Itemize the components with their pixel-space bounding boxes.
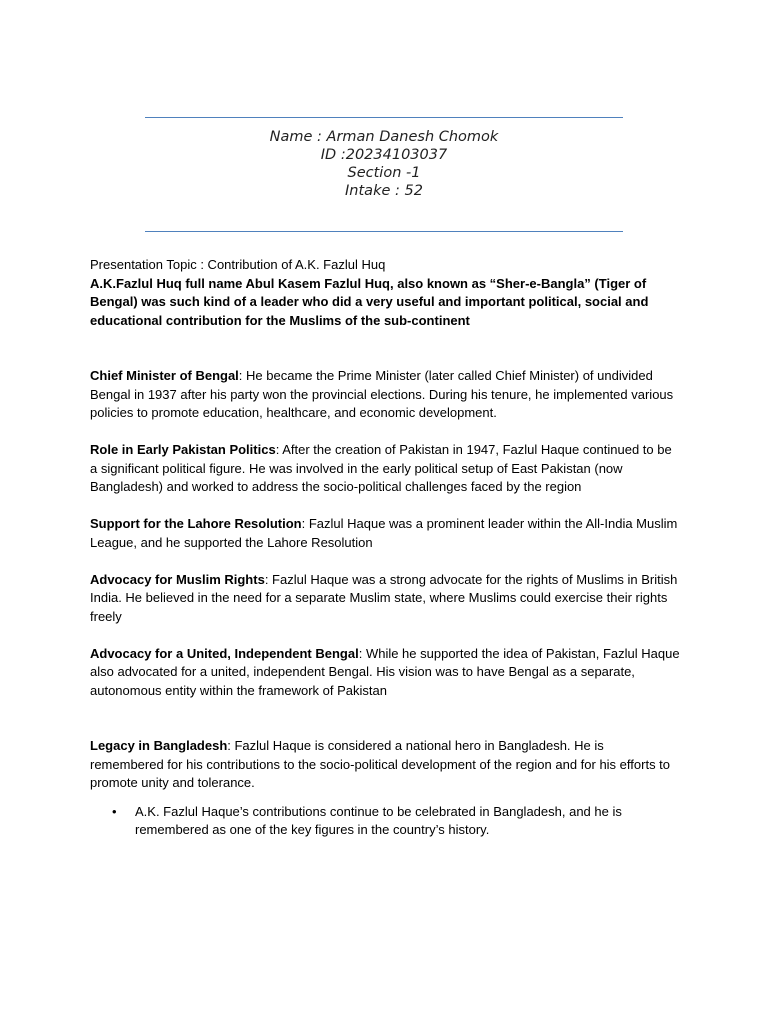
list-item [90,803,680,840]
spacer [90,330,680,367]
section-early-pakistan-politics [90,441,680,497]
section-heading: Chief Minister of Bengal [90,368,239,383]
section-body: : Fazlul Haque was a strong advocate for the rights of Muslims in British India. He believed in the need for a separate Muslim state, where Muslims could exercise their rights freely [90,571,678,624]
section-muslim-rights [90,571,680,627]
section-heading: Advocacy for a United, Independent Bengal [90,645,359,661]
section-legacy-bangladesh [90,737,680,793]
section-heading: Advocacy for Muslim Rights [90,571,265,587]
spacer [90,626,680,645]
document-body [90,256,680,840]
section-heading: Support for the Lahore Resolution [90,516,302,531]
student-name: Name : Arman Danesh Chomok [269,129,499,145]
student-info-header [145,128,623,200]
intro-paragraph: A.K.Fazlul Huq full name Abul Kasem Fazlul Huq, also known as “Sher-e-Bangla” (Tiger of Bengal) was such kind of a leader who did a very useful and important political, social and educational contribution for the Muslims of the sub-continent [90,275,649,328]
bullet-text: A.K. Fazlul Haque’s contributions continue to be celebrated in Bangladesh, and he is remembered as one of the key figures in the country’s history. [135,803,622,837]
section-heading: Role in Early Pakistan Politics [90,442,276,457]
section-united-bengal [90,645,680,701]
section-body: : Fazlul Haque is considered a national hero in Bangladesh. He is remembered for his contributions to the socio-political development of the region and for his efforts to promote unity and tolerance. [90,738,671,790]
header-bottom-rule [145,231,623,232]
presentation-topic: Presentation Topic : Contribution of A.K. Fazlul Huq [90,257,386,272]
section-chief-minister [90,367,680,423]
student-section: Section -1 [347,165,421,181]
section-body: : Fazlul Haque was a prominent leader within the All-India Muslim League, and he supported the Lahore Resolution [90,516,678,550]
student-id: ID :20234103037 [320,147,448,163]
spacer [90,423,680,442]
section-body: : While he supported the idea of Pakistan, Fazlul Haque also advocated for a united, independent Bengal. His vision was to have Bengal as a separate, autonomous entity within the framework of Pakistan [90,645,680,698]
spacer [90,497,680,516]
section-body: : After the creation of Pakistan in 1947, Fazlul Haque continued to be a significant political figure. He was involved in the early political setup of East Pakistan (now Bangladesh) and worked to address the socio-political challenges faced by the region [90,442,672,494]
student-intake: Intake : 52 [345,183,423,199]
spacer [90,700,680,737]
header-top-rule [145,117,623,118]
bullet-list [90,803,680,840]
section-heading: Legacy in Bangladesh [90,738,228,753]
spacer [90,552,680,571]
bullet-marker: • [112,803,117,819]
section-body: : He became the Prime Minister (later called Chief Minister) of undivided Bengal in 1937 after his party won the provincial elections. During his tenure, he implemented various policies to promote education, healthcare, and economic development. [90,368,674,420]
section-lahore-resolution [90,515,680,552]
